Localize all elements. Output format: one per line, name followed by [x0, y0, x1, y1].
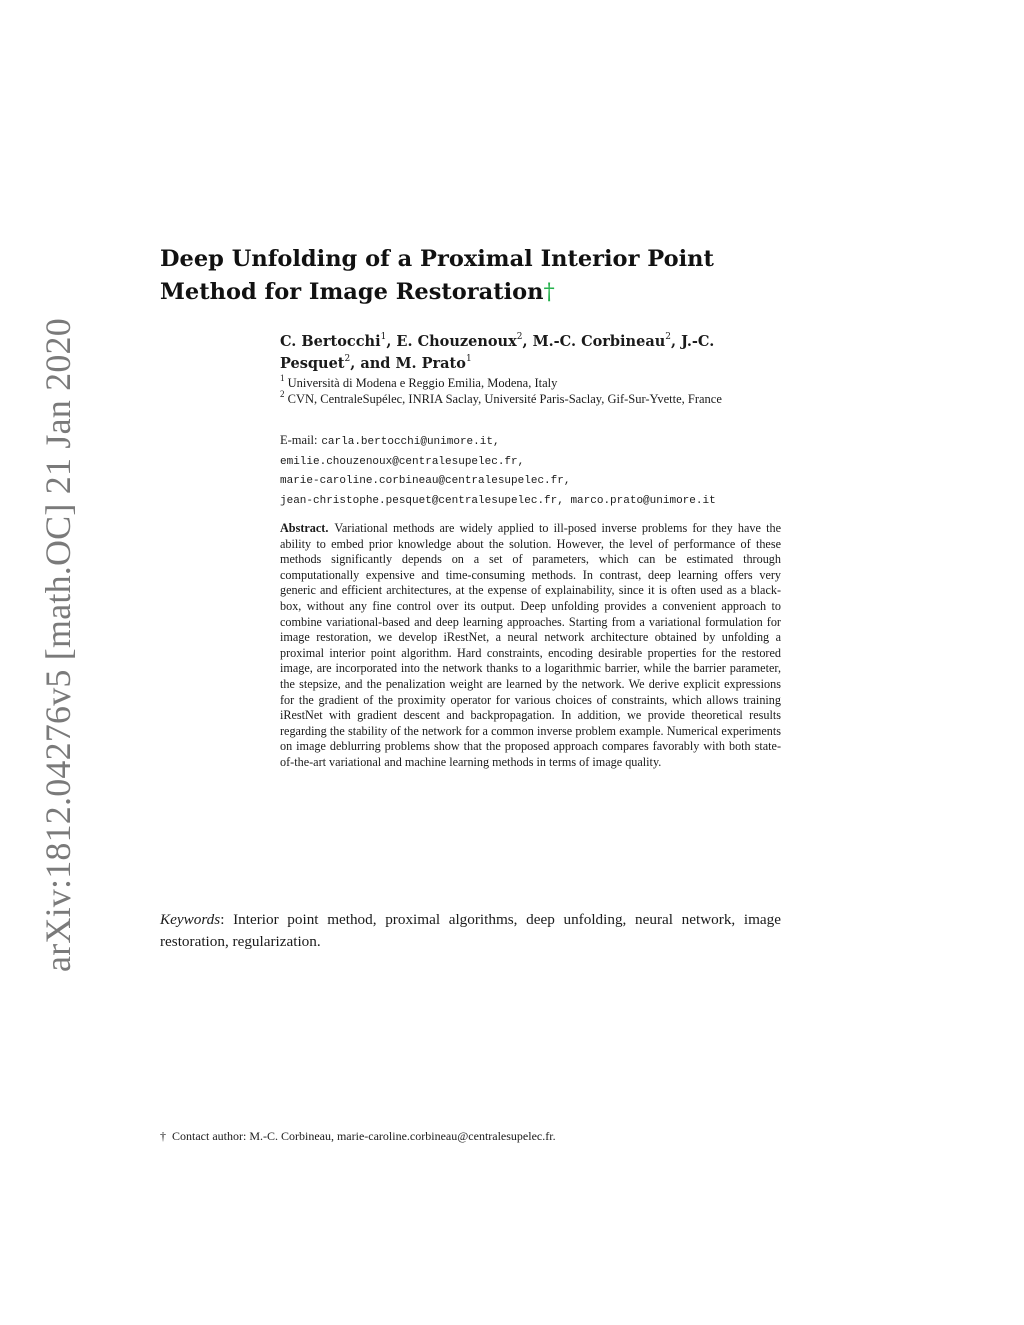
paper-title	[160, 243, 800, 309]
arxiv-identifier-stamp: arXiv:1812.04276v5 [math.OC] 21 Jan 2020	[38, 318, 78, 972]
affiliation-text: Università di Modena e Reggio Emilia, Modena, Italy	[287, 376, 558, 390]
author-name: , J.-C. Pesquet	[280, 333, 715, 372]
affiliations	[280, 372, 785, 407]
author-name: , E. Chouzenoux	[386, 333, 517, 350]
footnote-mark: †	[160, 1129, 166, 1143]
author-affiliation-mark: 2	[344, 354, 351, 365]
affiliation-mark: 1	[280, 372, 285, 383]
email-link[interactable]: jean-christophe.pesquet@centralesupelec.fr, marco.prato@unimore.it	[280, 494, 716, 507]
title-line-1: Deep Unfolding of a Proximal Interior Point	[160, 246, 714, 272]
email-link[interactable]: marie-caroline.corbineau@centralesupelec.fr,	[280, 475, 571, 487]
footnote	[160, 1128, 800, 1144]
author-affiliation-mark: 2	[516, 332, 523, 343]
footnote-text: Contact author: M.-C. Corbineau, marie-caroline.corbineau@centralesupelec.fr.	[172, 1129, 556, 1143]
author-affiliation-mark: 2	[665, 332, 672, 343]
author-affiliation-mark: 1	[465, 354, 472, 365]
abstract-text: Variational methods are widely applied to ill-posed inverse problems for they have the ability to embed prior knowledge about the solution. However, the level of performance of these methods significantly depends on a set of parameters, which can be estimated through computationally expensive and time-consuming methods. In contrast, deep learning offers very generic and efficient architectures, at the expense of explainability, since it is often used as a black-box, without any fine control over its output. Deep unfolding provides a convenient approach to combine variational-based and deep learning approaches. Starting from a variational formulation for image restoration, we develop iRestNet, a neural network architecture obtained by unfolding a proximal interior point algorithm. Hard constraints, encoding desirable properties for the restored image, are incorporated into the network thanks to a logarithmic barrier, while the barrier parameter, the stepsize, and the penalization weight are learned by the network. We derive explicit expressions for the gradient of the proximity operator for various choices of constraints, which allows training iRestNet with gradient descent and backpropagation. In addition, we provide theoretical results regarding the stability of the network for a common inverse problem example. Numerical experiments on image deblurring problems show that the proposed approach compares favorably with both state-of-the-art variational and machine learning methods in terms of image quality.	[280, 521, 781, 769]
author-name: , M.-C. Corbineau	[522, 333, 666, 350]
keywords-text: : Interior point method, proximal algorithms, deep unfolding, neural network, image restoration, regularization.	[160, 911, 781, 950]
keywords	[160, 909, 781, 952]
abstract-label: Abstract.	[280, 521, 329, 535]
affiliation-mark: 2	[280, 388, 285, 399]
abstract	[280, 521, 781, 771]
author-list	[280, 331, 780, 375]
email-link[interactable]: carla.bertocchi@unimore.it,	[321, 436, 500, 448]
author-name: , and M. Prato	[350, 355, 466, 372]
author-name: C. Bertocchi	[280, 333, 381, 350]
title-footnote-dagger[interactable]: †	[543, 279, 555, 305]
email-block	[280, 432, 800, 510]
title-line-2: Method for Image Restoration	[160, 279, 544, 305]
affiliation-1	[280, 372, 785, 391]
email-link[interactable]: emilie.chouzenoux@centralesupelec.fr,	[280, 455, 525, 468]
affiliation-2	[280, 388, 785, 407]
author-affiliation-mark: 1	[380, 332, 387, 343]
affiliation-text: CVN, CentraleSupélec, INRIA Saclay, Université Paris-Saclay, Gif-Sur-Yvette, France	[287, 392, 722, 406]
keywords-label: Keywords	[160, 911, 221, 928]
email-label: E-mail:	[280, 433, 318, 447]
